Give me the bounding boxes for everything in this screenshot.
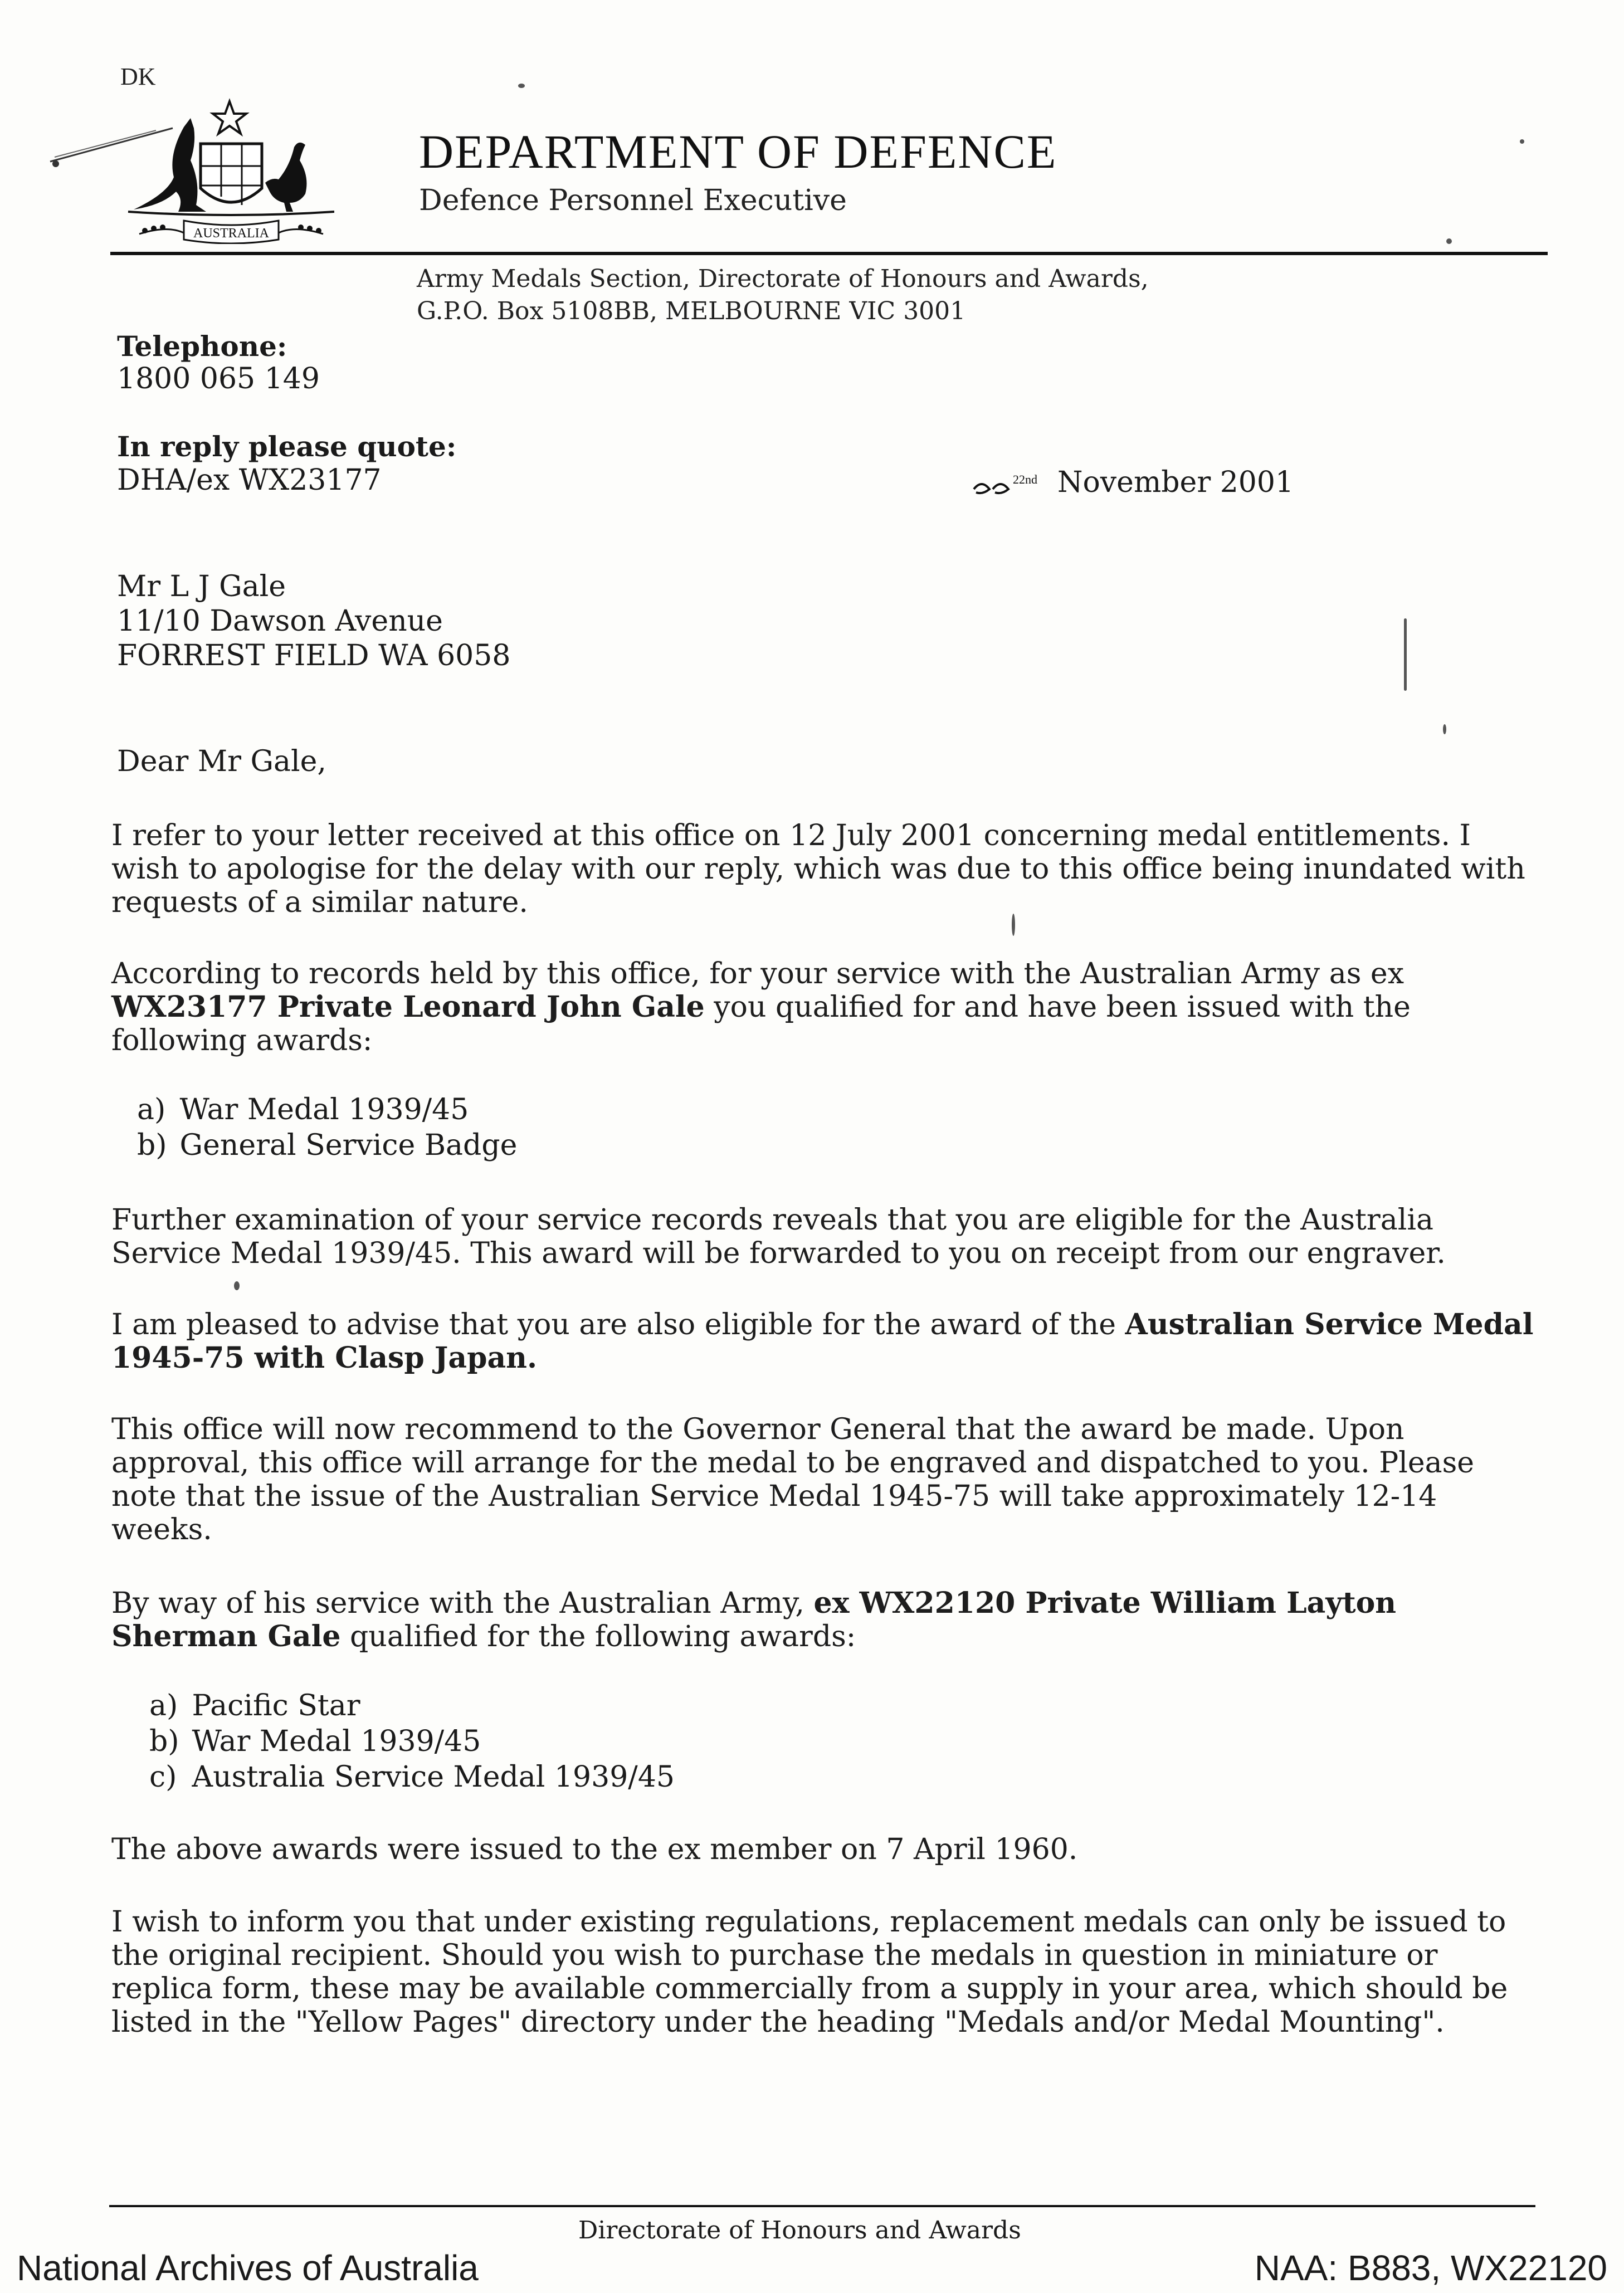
reply-quote-label: In reply please quote: — [117, 430, 457, 463]
member-leonard-gale: WX23177 Private Leonard John Gale — [111, 990, 705, 1024]
award-item: General Service Badge — [179, 1129, 518, 1162]
award-asm-1945-75: Australian Service Medal 1945-75 with Clasp Japan. — [111, 1308, 1534, 1375]
crest-scroll-text: AUSTRALIA — [193, 226, 269, 241]
header-rule — [110, 252, 1548, 255]
paragraph-records — [111, 957, 1538, 1057]
department-title: DEPARTMENT OF DEFENCE — [419, 125, 1057, 178]
paragraph-apology-text: I refer to your letter received at this office on 12 July 2001 concerning medal entitlements. I wish to apologise for the delay with our reply, which was due to this office being inundated with requests of a similar nature. — [111, 819, 1525, 919]
handwritten-day-mark — [971, 467, 1043, 500]
list-marker: b) — [137, 1129, 167, 1162]
letter-date: November 2001 — [1057, 466, 1294, 499]
list-item — [149, 1759, 675, 1795]
list-item — [149, 1688, 675, 1724]
paragraph-replacement-medals-text: I wish to inform you that under existing regulations, replacement medals can only be issued to the original recipient. Should you wish to purchase the medals in question in miniature or replica form, these may be available commercially from a supply in your area, which should be listed in the "Yellow Pages" directory under the heading "Medals and/or Medal Mounting". — [111, 1905, 1508, 2039]
footer-directorate: Directorate of Honours and Awards — [578, 2216, 1021, 2245]
office-address-line-1: Army Medals Section, Directorate of Honours and Awards, — [417, 265, 1149, 293]
list-marker: a) — [149, 1689, 178, 1723]
list-marker: b) — [149, 1725, 179, 1758]
paragraph-apology — [111, 819, 1538, 919]
award-item: War Medal 1939/45 — [192, 1725, 481, 1758]
awards-list-william — [149, 1688, 675, 1795]
paragraph-further-examination — [111, 1203, 1538, 1270]
paragraph-records-outro: you qualified for and have been issued with the following awards: — [111, 991, 1411, 1057]
scan-speck — [1443, 724, 1446, 734]
paragraph-replacement-medals — [111, 1905, 1538, 2039]
recipient-name: Mr L J Gale — [117, 570, 286, 603]
paragraph-eligibility — [111, 1308, 1538, 1375]
scan-speck — [1404, 618, 1407, 691]
paragraph-william-outro: qualified for the following awards: — [349, 1620, 856, 1653]
reply-quote-reference: DHA/ex WX23177 — [117, 464, 382, 497]
scan-speck — [518, 84, 525, 88]
handwritten-annotation: DK — [120, 63, 156, 90]
paragraph-william-intro: By way of his service with the Australian Army, — [111, 1587, 804, 1620]
award-item: Pacific Star — [192, 1689, 360, 1723]
handwritten-day-text: 22nd — [1013, 472, 1037, 486]
archive-name: National Archives of Australia — [17, 2248, 479, 2288]
list-item — [137, 1092, 517, 1128]
recipient-street: 11/10 Dawson Avenue — [117, 604, 443, 638]
scan-speck — [234, 1281, 240, 1290]
salutation: Dear Mr Gale, — [117, 745, 326, 778]
member-william-gale: ex WX22120 Private William Layton Sherman Gale — [111, 1586, 1397, 1653]
list-marker: c) — [149, 1760, 177, 1794]
paragraph-records-intro: According to records held by this office, for your service with the Australian Army as ex — [111, 957, 1404, 991]
list-item — [137, 1128, 517, 1163]
paragraph-recommendation — [111, 1413, 1538, 1546]
paragraph-further-examination-text: Further examination of your service records reveals that you are eligible for the Australia Service Medal 1939/45. This award will be forwarded to you on receipt from our engraver. — [111, 1203, 1446, 1270]
award-item: Australia Service Medal 1939/45 — [192, 1760, 675, 1794]
office-address-line-2: G.P.O. Box 5108BB, MELBOURNE VIC 3001 — [417, 297, 966, 325]
recipient-locality: FORREST FIELD WA 6058 — [117, 639, 511, 672]
list-marker: a) — [137, 1093, 166, 1126]
paragraph-recommendation-text: This office will now recommend to the Governor General that the award be made. Upon approval, this office will arrange for the medal to be engraved and dispatched to you. Please note that the issue of the Australian Service Medal 1945-75 will take approximately 12-14 weeks. — [111, 1413, 1475, 1546]
scan-speck — [1446, 238, 1452, 244]
awards-list-leonard — [137, 1092, 517, 1163]
archive-reference: NAA: B883, WX22120 — [1254, 2248, 1607, 2288]
paragraph-william-service — [111, 1587, 1538, 1653]
paragraph-issue-date — [111, 1833, 1538, 1866]
list-item — [149, 1724, 675, 1759]
footer-rule — [109, 2205, 1535, 2207]
scan-speck — [1012, 914, 1015, 936]
telephone-label: Telephone: — [117, 330, 287, 363]
paragraph-eligibility-intro: I am pleased to advise that you are also eligible for the award of the — [111, 1308, 1116, 1341]
paragraph-issue-date-text: The above awards were issued to the ex member on 7 April 1960. — [111, 1833, 1078, 1866]
department-subtitle: Defence Personnel Executive — [419, 184, 847, 217]
coat-of-arms-icon — [45, 94, 334, 244]
award-item: War Medal 1939/45 — [179, 1093, 469, 1126]
telephone-number: 1800 065 149 — [117, 362, 320, 396]
scan-speck — [1520, 139, 1524, 144]
